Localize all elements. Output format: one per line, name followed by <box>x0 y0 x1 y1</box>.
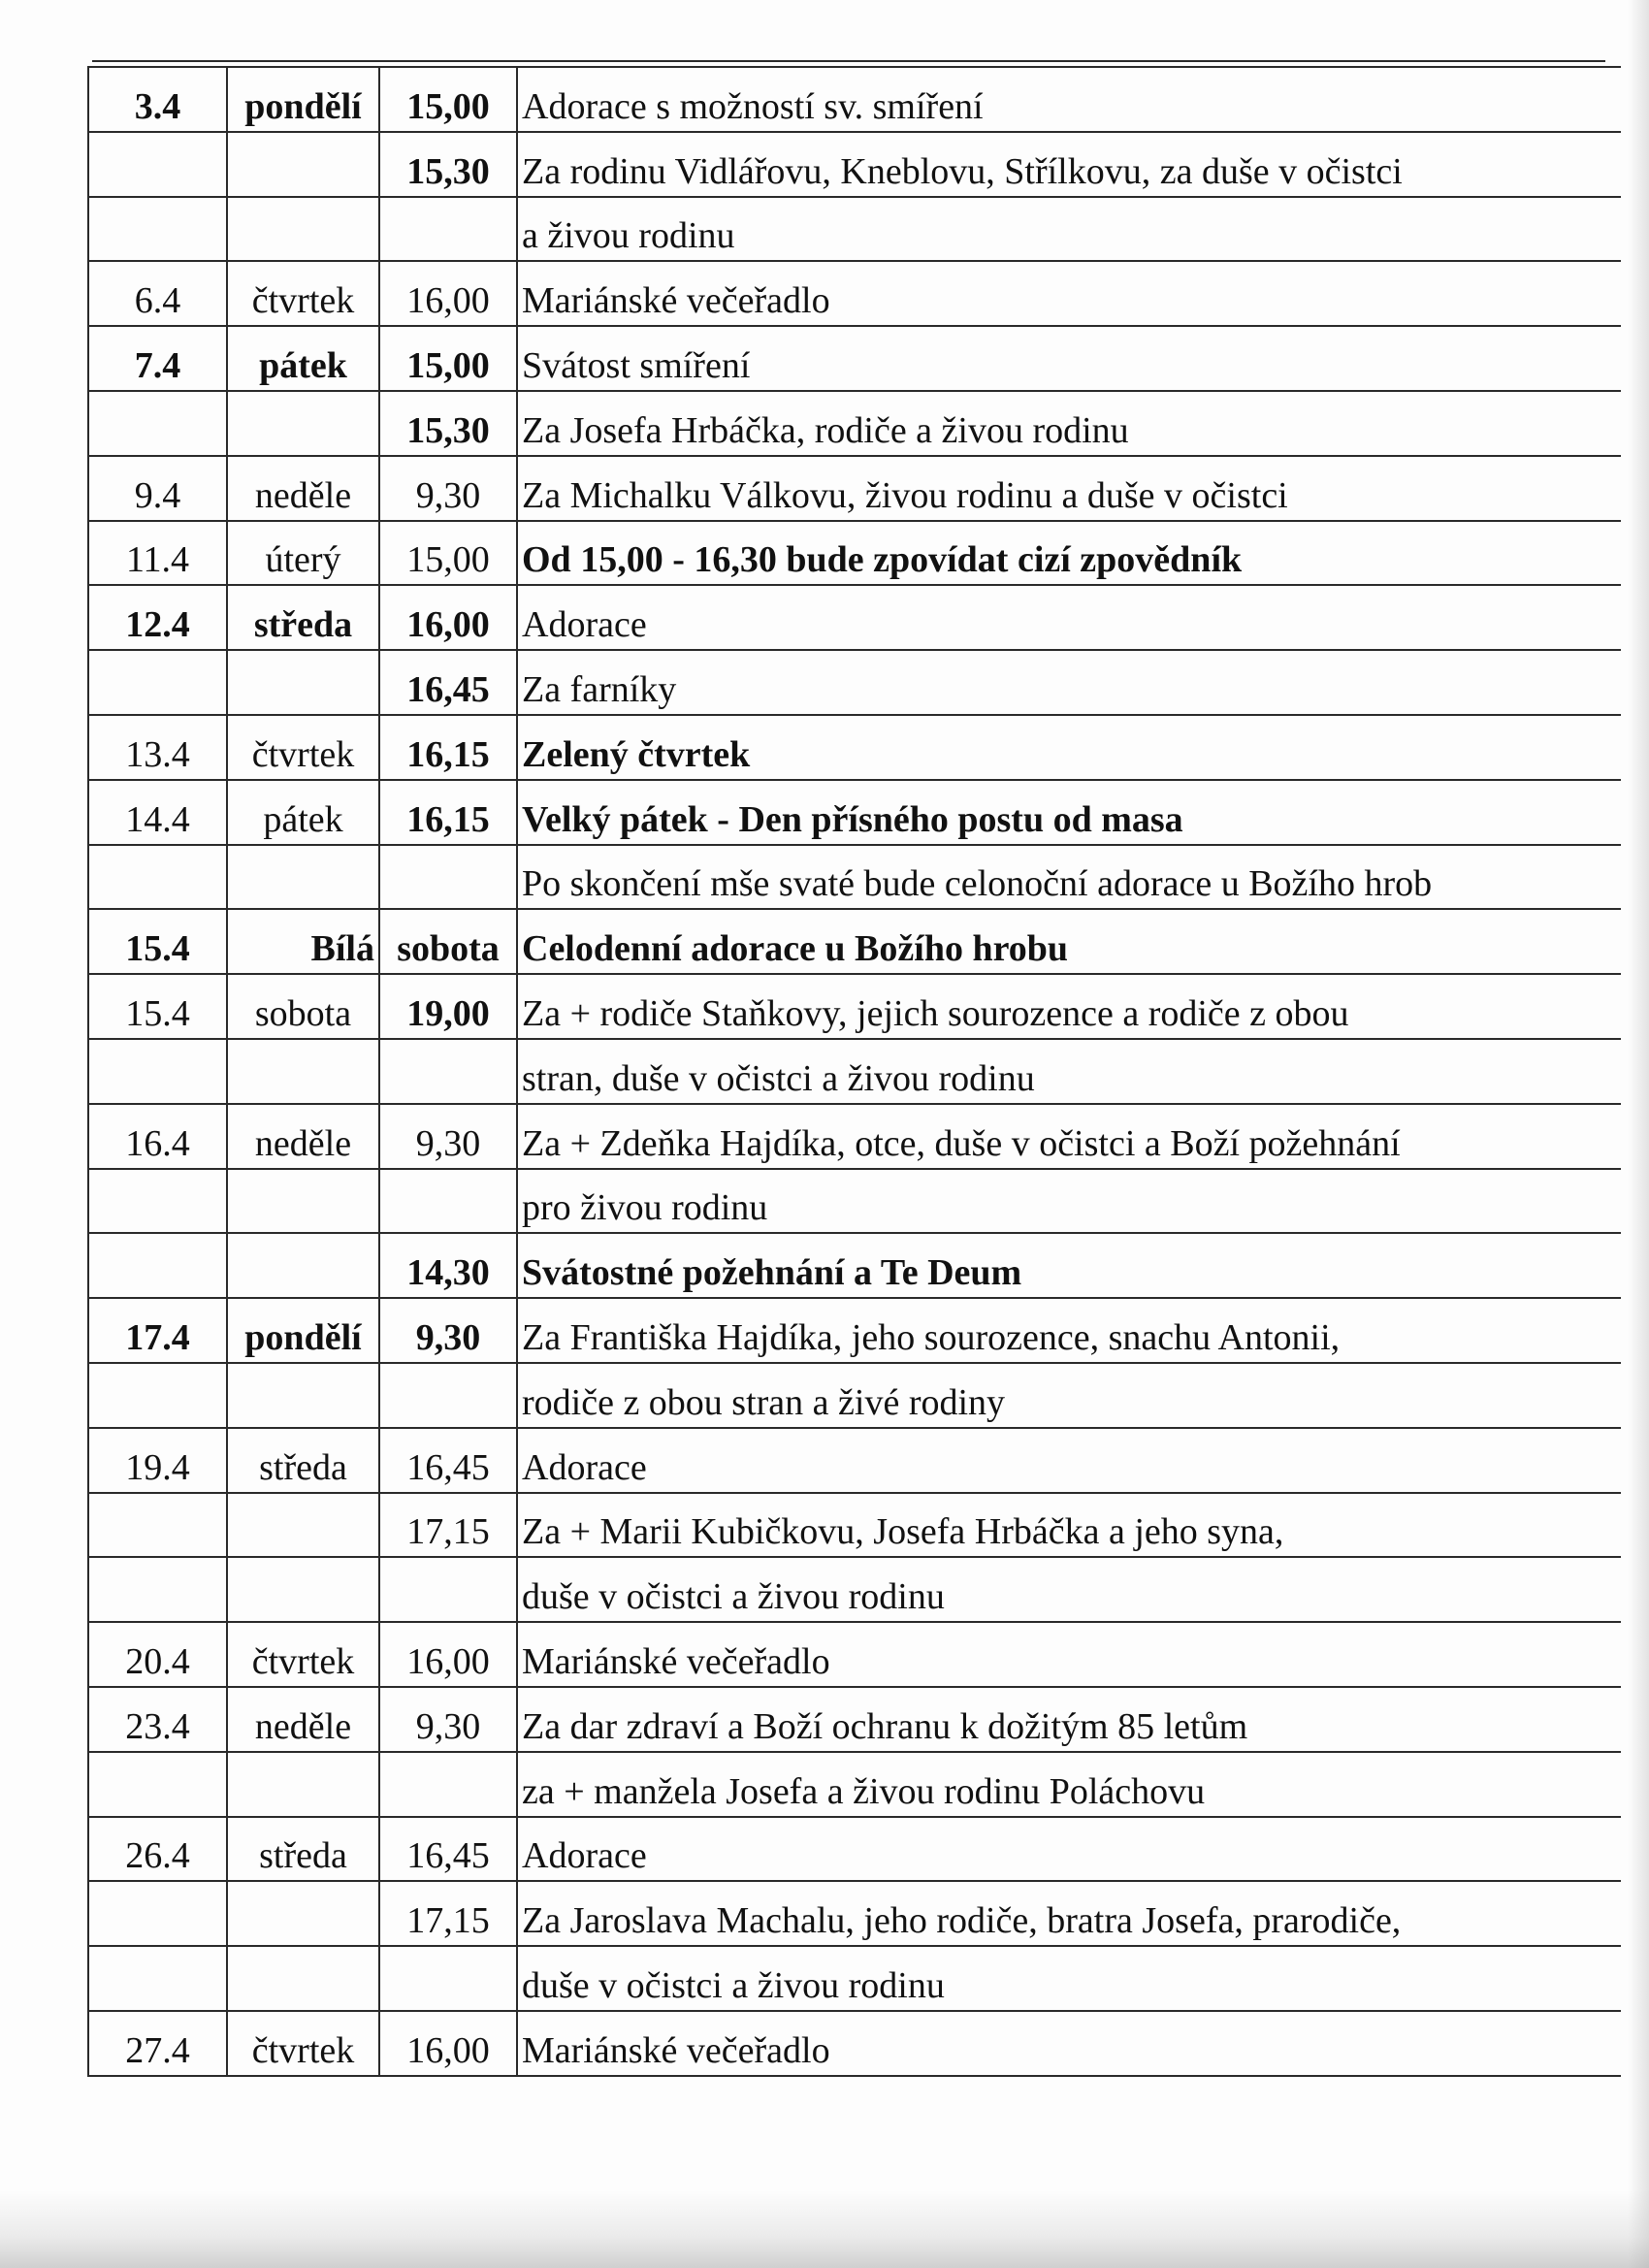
table-row <box>88 1881 1621 1946</box>
time-cell <box>379 1752 517 1817</box>
date-cell <box>88 845 227 910</box>
time-cell: 16,45 <box>379 1428 517 1493</box>
top-rule <box>92 60 1605 62</box>
intention-cell: Za + Zdeňka Hajdíka, otce, duše v očistci a Boží požehnání <box>517 1104 1621 1169</box>
day-cell <box>227 1881 379 1946</box>
day-cell <box>227 132 379 197</box>
intention-cell: Za Michalku Válkovu, živou rodinu a duše v očistci <box>517 456 1621 521</box>
table-row <box>88 1817 1621 1882</box>
intention-cell: Za + rodiče Staňkovy, jejich sourozence a rodiče z obou <box>517 974 1621 1039</box>
intention-cell: Celodenní adorace u Božího hrobu <box>517 909 1621 974</box>
day-cell: středa <box>227 1817 379 1882</box>
mass-schedule-table <box>87 66 1621 2077</box>
table-row <box>88 715 1621 780</box>
day-cell: pátek <box>227 780 379 845</box>
table-row <box>88 1622 1621 1687</box>
date-cell: 15.4 <box>88 974 227 1039</box>
time-cell: 16,45 <box>379 650 517 715</box>
intention-cell: duše v očistci a živou rodinu <box>517 1557 1621 1622</box>
date-cell: 17.4 <box>88 1298 227 1363</box>
intention-cell: a živou rodinu <box>517 197 1621 262</box>
intention-cell: Zelený čtvrtek <box>517 715 1621 780</box>
date-cell <box>88 1493 227 1558</box>
table-row <box>88 67 1621 132</box>
time-cell <box>379 197 517 262</box>
date-cell: 13.4 <box>88 715 227 780</box>
table-row <box>88 845 1621 910</box>
time-cell: 17,15 <box>379 1881 517 1946</box>
intention-cell: Od 15,00 - 16,30 bude zpovídat cizí zpovědník <box>517 521 1621 586</box>
date-cell: 11.4 <box>88 521 227 586</box>
time-cell: 16,45 <box>379 1817 517 1882</box>
date-cell: 14.4 <box>88 780 227 845</box>
time-cell <box>379 845 517 910</box>
time-cell: 15,00 <box>379 67 517 132</box>
day-cell <box>227 1169 379 1234</box>
table-row <box>88 1233 1621 1298</box>
day-cell <box>227 1493 379 1558</box>
table-row <box>88 780 1621 845</box>
intention-cell: Za farníky <box>517 650 1621 715</box>
day-cell <box>227 650 379 715</box>
day-cell <box>227 845 379 910</box>
date-cell: 7.4 <box>88 326 227 391</box>
day-cell <box>227 1363 379 1428</box>
time-cell: 9,30 <box>379 1298 517 1363</box>
intention-cell: Velký pátek - Den přísného postu od masa <box>517 780 1621 845</box>
table-row <box>88 1363 1621 1428</box>
intention-cell: Mariánské večeřadlo <box>517 261 1621 326</box>
day-cell <box>227 1752 379 1817</box>
table-row <box>88 1169 1621 1234</box>
day-cell <box>227 1946 379 2011</box>
date-cell: 27.4 <box>88 2011 227 2076</box>
table-row <box>88 132 1621 197</box>
time-cell: sobota <box>379 909 517 974</box>
day-cell: pátek <box>227 326 379 391</box>
day-cell: čtvrtek <box>227 1622 379 1687</box>
table-row <box>88 1039 1621 1104</box>
table-row <box>88 197 1621 262</box>
time-cell: 16,15 <box>379 715 517 780</box>
table-row <box>88 650 1621 715</box>
date-cell <box>88 197 227 262</box>
day-cell <box>227 1039 379 1104</box>
date-cell <box>88 1557 227 1622</box>
date-cell: 26.4 <box>88 1817 227 1882</box>
table-row <box>88 1493 1621 1558</box>
table-row <box>88 326 1621 391</box>
table-row <box>88 1687 1621 1752</box>
date-cell: 9.4 <box>88 456 227 521</box>
table-row <box>88 585 1621 650</box>
time-cell: 16,00 <box>379 1622 517 1687</box>
date-cell: 20.4 <box>88 1622 227 1687</box>
table-row <box>88 391 1621 456</box>
date-cell <box>88 1233 227 1298</box>
time-cell: 16,00 <box>379 261 517 326</box>
date-cell <box>88 1169 227 1234</box>
date-cell <box>88 1881 227 1946</box>
intention-cell: Adorace <box>517 585 1621 650</box>
day-cell: neděle <box>227 1104 379 1169</box>
intention-cell: Svátost smíření <box>517 326 1621 391</box>
intention-cell: pro živou rodinu <box>517 1169 1621 1234</box>
time-cell: 17,15 <box>379 1493 517 1558</box>
table-row <box>88 456 1621 521</box>
date-cell <box>88 650 227 715</box>
time-cell: 9,30 <box>379 1687 517 1752</box>
intention-cell: Za Františka Hajdíka, jeho sourozence, snachu Antonii, <box>517 1298 1621 1363</box>
intention-cell: Za rodinu Vidlářovu, Kneblovu, Střílkovu, za duše v očistci <box>517 132 1621 197</box>
date-cell: 12.4 <box>88 585 227 650</box>
day-cell: čtvrtek <box>227 2011 379 2076</box>
scan-bottom-noise <box>0 2190 1649 2268</box>
table-row <box>88 1104 1621 1169</box>
intention-cell: Za Jaroslava Machalu, jeho rodiče, bratra Josefa, prarodiče, <box>517 1881 1621 1946</box>
date-cell <box>88 1039 227 1104</box>
time-cell: 15,30 <box>379 391 517 456</box>
time-cell: 15,30 <box>379 132 517 197</box>
day-cell: čtvrtek <box>227 715 379 780</box>
intention-cell: duše v očistci a živou rodinu <box>517 1946 1621 2011</box>
day-cell: středa <box>227 1428 379 1493</box>
time-cell: 15,00 <box>379 326 517 391</box>
table-row <box>88 909 1621 974</box>
table-row <box>88 2011 1621 2076</box>
intention-cell: Mariánské večeřadlo <box>517 1622 1621 1687</box>
time-cell: 15,00 <box>379 521 517 586</box>
time-cell <box>379 1363 517 1428</box>
table-row <box>88 1557 1621 1622</box>
time-cell: 9,30 <box>379 1104 517 1169</box>
day-cell <box>227 1557 379 1622</box>
date-cell: 16.4 <box>88 1104 227 1169</box>
table-row <box>88 1946 1621 2011</box>
time-cell <box>379 1039 517 1104</box>
time-cell: 14,30 <box>379 1233 517 1298</box>
intention-cell: Svátostné požehnání a Te Deum <box>517 1233 1621 1298</box>
day-cell: pondělí <box>227 1298 379 1363</box>
time-cell <box>379 1557 517 1622</box>
day-cell: Bílá <box>227 909 379 974</box>
date-cell: 23.4 <box>88 1687 227 1752</box>
day-cell: úterý <box>227 521 379 586</box>
table-row <box>88 1298 1621 1363</box>
date-cell <box>88 1363 227 1428</box>
date-cell <box>88 1752 227 1817</box>
table-row <box>88 261 1621 326</box>
time-cell: 19,00 <box>379 974 517 1039</box>
date-cell <box>88 391 227 456</box>
intention-cell: Za Josefa Hrbáčka, rodiče a živou rodinu <box>517 391 1621 456</box>
table-row <box>88 1428 1621 1493</box>
intention-cell: Za + Marii Kubičkovu, Josefa Hrbáčka a jeho syna, <box>517 1493 1621 1558</box>
day-cell: pondělí <box>227 67 379 132</box>
day-cell: středa <box>227 585 379 650</box>
time-cell: 16,15 <box>379 780 517 845</box>
day-cell <box>227 1233 379 1298</box>
date-cell: 15.4 <box>88 909 227 974</box>
intention-cell: za + manžela Josefa a živou rodinu Poláchovu <box>517 1752 1621 1817</box>
date-cell: 3.4 <box>88 67 227 132</box>
time-cell: 16,00 <box>379 2011 517 2076</box>
date-cell: 6.4 <box>88 261 227 326</box>
day-cell <box>227 391 379 456</box>
intention-cell: Adorace <box>517 1817 1621 1882</box>
day-cell <box>227 197 379 262</box>
intention-cell: Adorace s možností sv. smíření <box>517 67 1621 132</box>
intention-cell: Po skončení mše svaté bude celonoční adorace u Božího hrob <box>517 845 1621 910</box>
date-cell <box>88 1946 227 2011</box>
intention-cell: stran, duše v očistci a živou rodinu <box>517 1039 1621 1104</box>
scan-edge-shadow <box>1628 0 1649 2268</box>
table-row <box>88 974 1621 1039</box>
intention-cell: Za dar zdraví a Boží ochranu k dožitým 85 letům <box>517 1687 1621 1752</box>
time-cell <box>379 1946 517 2011</box>
day-cell: neděle <box>227 456 379 521</box>
intention-cell: Adorace <box>517 1428 1621 1493</box>
date-cell <box>88 132 227 197</box>
day-cell: neděle <box>227 1687 379 1752</box>
date-cell: 19.4 <box>88 1428 227 1493</box>
day-cell: sobota <box>227 974 379 1039</box>
time-cell: 9,30 <box>379 456 517 521</box>
table-row <box>88 1752 1621 1817</box>
time-cell: 16,00 <box>379 585 517 650</box>
intention-cell: rodiče z obou stran a živé rodiny <box>517 1363 1621 1428</box>
intention-cell: Mariánské večeřadlo <box>517 2011 1621 2076</box>
table-row <box>88 521 1621 586</box>
time-cell <box>379 1169 517 1234</box>
day-cell: čtvrtek <box>227 261 379 326</box>
